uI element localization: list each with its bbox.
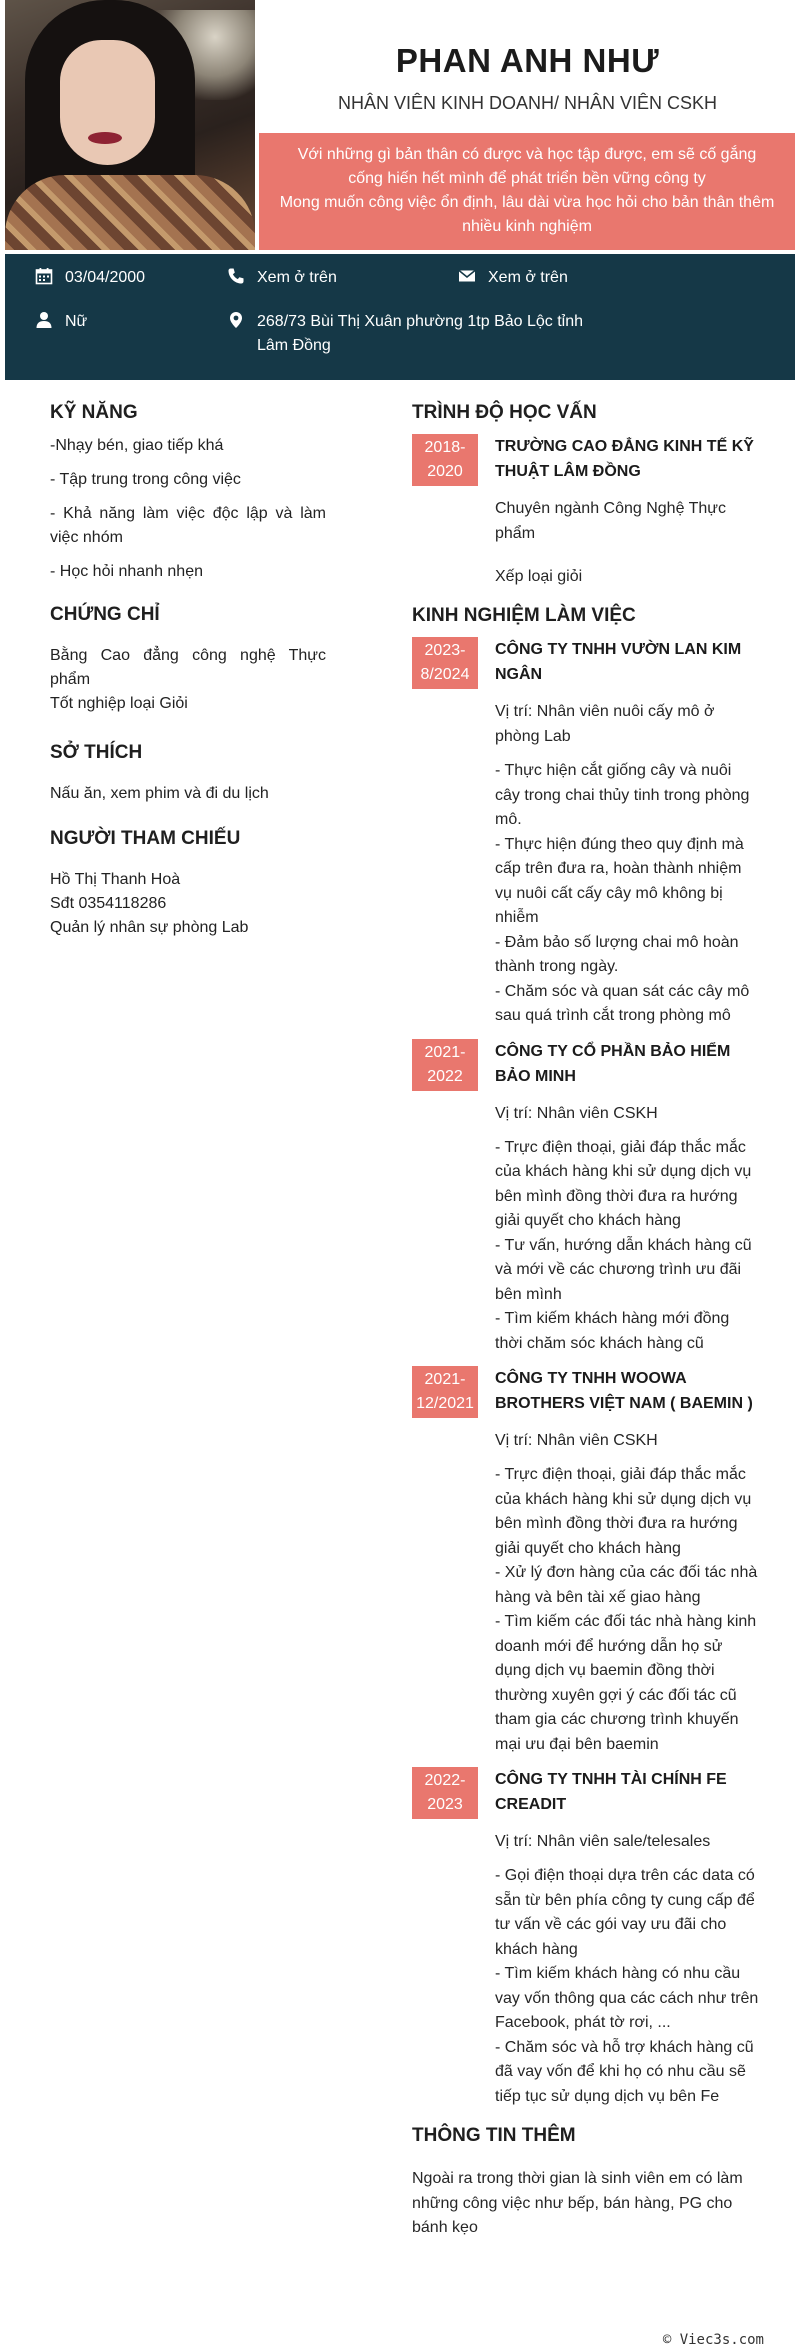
duty-item: - Trực điện thoại, giải đáp thắc mắc của khách hàng khi sử dụng dịch vụ bên mình đồng thời đưa ra hướng giải quyết cho khách hàng [495, 1466, 752, 1557]
job-duties [495, 1136, 760, 1357]
company-name: CÔNG TY TNHH VƯỜN LAN KIM NGÂN [495, 641, 742, 683]
certificates-title: CHỨNG CHỈ [50, 604, 160, 625]
duty-item: - Tìm kiếm khách hàng có nhu cầu vay vốn thông qua các cách như trên Facebook, phát tờ rơi, ... [495, 1965, 759, 2031]
candidate-name: PHAN ANH NHƯ [395, 42, 660, 79]
job-position: NHÂN VIÊN KINH DOANH/ NHÂN VIÊN CSKH [337, 93, 718, 113]
experience-title: KINH NGHIỆM LÀM VIỆC [412, 605, 636, 626]
phone-icon [227, 267, 245, 285]
duty-item: - Đảm bảo số lượng chai mô hoàn thành trong ngày. [495, 933, 739, 975]
duty-item: - Tìm kiếm khách hàng mới đồng thời chăm sóc khách hàng cũ [495, 1310, 730, 1352]
email-icon [458, 267, 476, 285]
duty-item: - Gọi điện thoại dựa trên các data có sẵn từ bên phía công ty cung cấp để tư vấn về các gói vay ưu đãi cho khách hàng [495, 1867, 755, 1958]
company-name: CÔNG TY TNHH WOOWA BROTHERS VIỆT NAM ( BAEMIN ) [495, 1370, 753, 1412]
contact-bar [5, 254, 795, 380]
calendar-icon [35, 267, 53, 285]
contact-email: Xem ở trên [458, 266, 568, 290]
skills-list [50, 434, 326, 584]
skill-item: - Tập trung trong công việc [50, 471, 241, 488]
duty-item: - Xử lý đơn hàng của các đối tác nhà hàng và bên tài xế giao hàng [495, 1564, 758, 1606]
experience-entry [412, 1767, 762, 2109]
company-name: CÔNG TY TNHH TÀI CHÍNH FE CREADIT [495, 1771, 727, 1813]
school-name: TRƯỜNG CAO ĐẲNG KINH TẾ KỸ THUẬT LÂM ĐỒNG [495, 438, 754, 480]
career-objective [259, 133, 795, 250]
duty-item: - Chăm sóc và quan sát các cây mô sau quá trình cắt trong phòng mô [495, 982, 750, 1024]
duty-item: - Thực hiện đúng theo quy định mà cấp trên đưa ra, hoàn thành nhiệm vụ nuôi cất cấy cây mô không bị nhiễm [495, 835, 744, 926]
skills-title: KỸ NĂNG [50, 402, 138, 423]
references-list [50, 868, 326, 940]
skill-item: -Nhạy bén, giao tiếp khá [50, 437, 224, 454]
location-pin-icon [227, 311, 245, 329]
hobbies-text: Nấu ăn, xem phim và đi du lịch [50, 785, 269, 802]
objective-line: Với những gì bản thân có được và học tập được, em sẽ cố gắng cống hiến hết mình để phát triển bền vững công ty [297, 146, 757, 187]
contact-address: 268/73 Bùi Thị Xuân phường 1tp Bảo Lộc tỉnh Lâm Đồng [227, 310, 587, 358]
education-title: TRÌNH ĐỘ HỌC VẤN [412, 402, 597, 423]
experience-entry [412, 1039, 762, 1357]
job-role: Vị trí: Nhân viên sale/telesales [495, 1833, 711, 1850]
copyright-footer: © Viec3s.com [662, 2332, 764, 2348]
company-name: CÔNG TY CỔ PHẦN BẢO HIỂM BẢO MINH [495, 1042, 731, 1085]
additional-info-title: THÔNG TIN THÊM [412, 2125, 576, 2146]
period-badge: 2021- 2022 [412, 1039, 478, 1091]
duty-item: - Thực hiện cắt giống cây và nuôi cây trong chai thủy tinh trong phòng mô. [495, 762, 750, 828]
duty-item: - Tìm kiếm các đối tác nhà hàng kinh doanh mới để hướng dẫn họ sử dụng dịch vụ baemin đồng thời thường xuyên gợi ý các đối tác cũ tham gia các chương trình khuyến mại ưu đại bên baemin [495, 1613, 757, 1753]
objective-line: Mong muốn công việc ổn định, lâu dài vừa học hỏi cho bản thân thêm nhiều kinh nghiệm [279, 194, 775, 235]
duty-item: - Tư vấn, hướng dẫn khách hàng cũ và mới về các chương trình ưu đãi bên mình [495, 1236, 752, 1303]
job-role: Vị trí: Nhân viên CSKH [495, 1104, 658, 1122]
job-role: Vị trí: Nhân viên CSKH [495, 1432, 658, 1449]
experience-entry [412, 637, 762, 1029]
right-column [412, 402, 762, 2241]
grade: Xếp loại giỏi [495, 568, 583, 585]
period-badge: 2021- 12/2021 [412, 1366, 478, 1418]
reference-line: Quản lý nhân sự phòng Lab [50, 919, 249, 936]
certificates-list [50, 644, 326, 716]
reference-line: Hồ Thị Thanh Hoà [50, 871, 181, 888]
left-column [50, 402, 326, 940]
skill-item: - Khả năng làm việc độc lập và làm việc nhóm [50, 505, 326, 546]
duty-item: - Chăm sóc và hỗ trợ khách hàng cũ đã vay vốn để khi họ có nhu cầu sẽ tiếp tục sử dụng dịch vụ bên Fe [495, 2038, 754, 2105]
major: Chuyên ngành Công Nghệ Thực phẩm [495, 500, 727, 542]
references-title: NGƯỜI THAM CHIẾU [50, 828, 241, 849]
certificate-line: Tốt nghiệp loại Giỏi [50, 695, 188, 712]
profile-photo [5, 0, 255, 250]
contact-phone: Xem ở trên [227, 266, 337, 290]
job-duties [495, 759, 760, 1029]
person-icon [35, 311, 53, 329]
hobbies-title: SỞ THÍCH [50, 742, 143, 763]
job-duties [495, 1864, 760, 2109]
reference-line: Sđt 0354118286 [50, 895, 167, 912]
skill-item: - Học hỏi nhanh nhẹn [50, 563, 203, 580]
education-entry [412, 434, 762, 589]
job-role: Vị trí: Nhân viên nuôi cấy mô ở phòng Lab [495, 703, 715, 745]
duty-item: - Trực điện thoại, giải đáp thắc mắc của khách hàng khi sử dụng dịch vụ bên mình đồng thời đưa ra hướng giải quyết cho khách hàng [495, 1138, 752, 1229]
contact-birthday: 03/04/2000 [35, 266, 145, 290]
contact-gender: Nữ [35, 310, 87, 334]
job-duties [495, 1463, 760, 1757]
certificate-line: Bằng Cao đẳng công nghệ Thực phẩm [50, 647, 326, 688]
additional-info-text: Ngoài ra trong thời gian là sinh viên em có làm những công việc như bếp, bán hàng, PG cho bánh kẹo [412, 2170, 743, 2236]
experience-entry [412, 1366, 762, 1757]
period-badge: 2023- 8/2024 [412, 637, 478, 689]
period-badge: 2022- 2023 [412, 1767, 478, 1819]
period-badge: 2018- 2020 [412, 434, 478, 486]
